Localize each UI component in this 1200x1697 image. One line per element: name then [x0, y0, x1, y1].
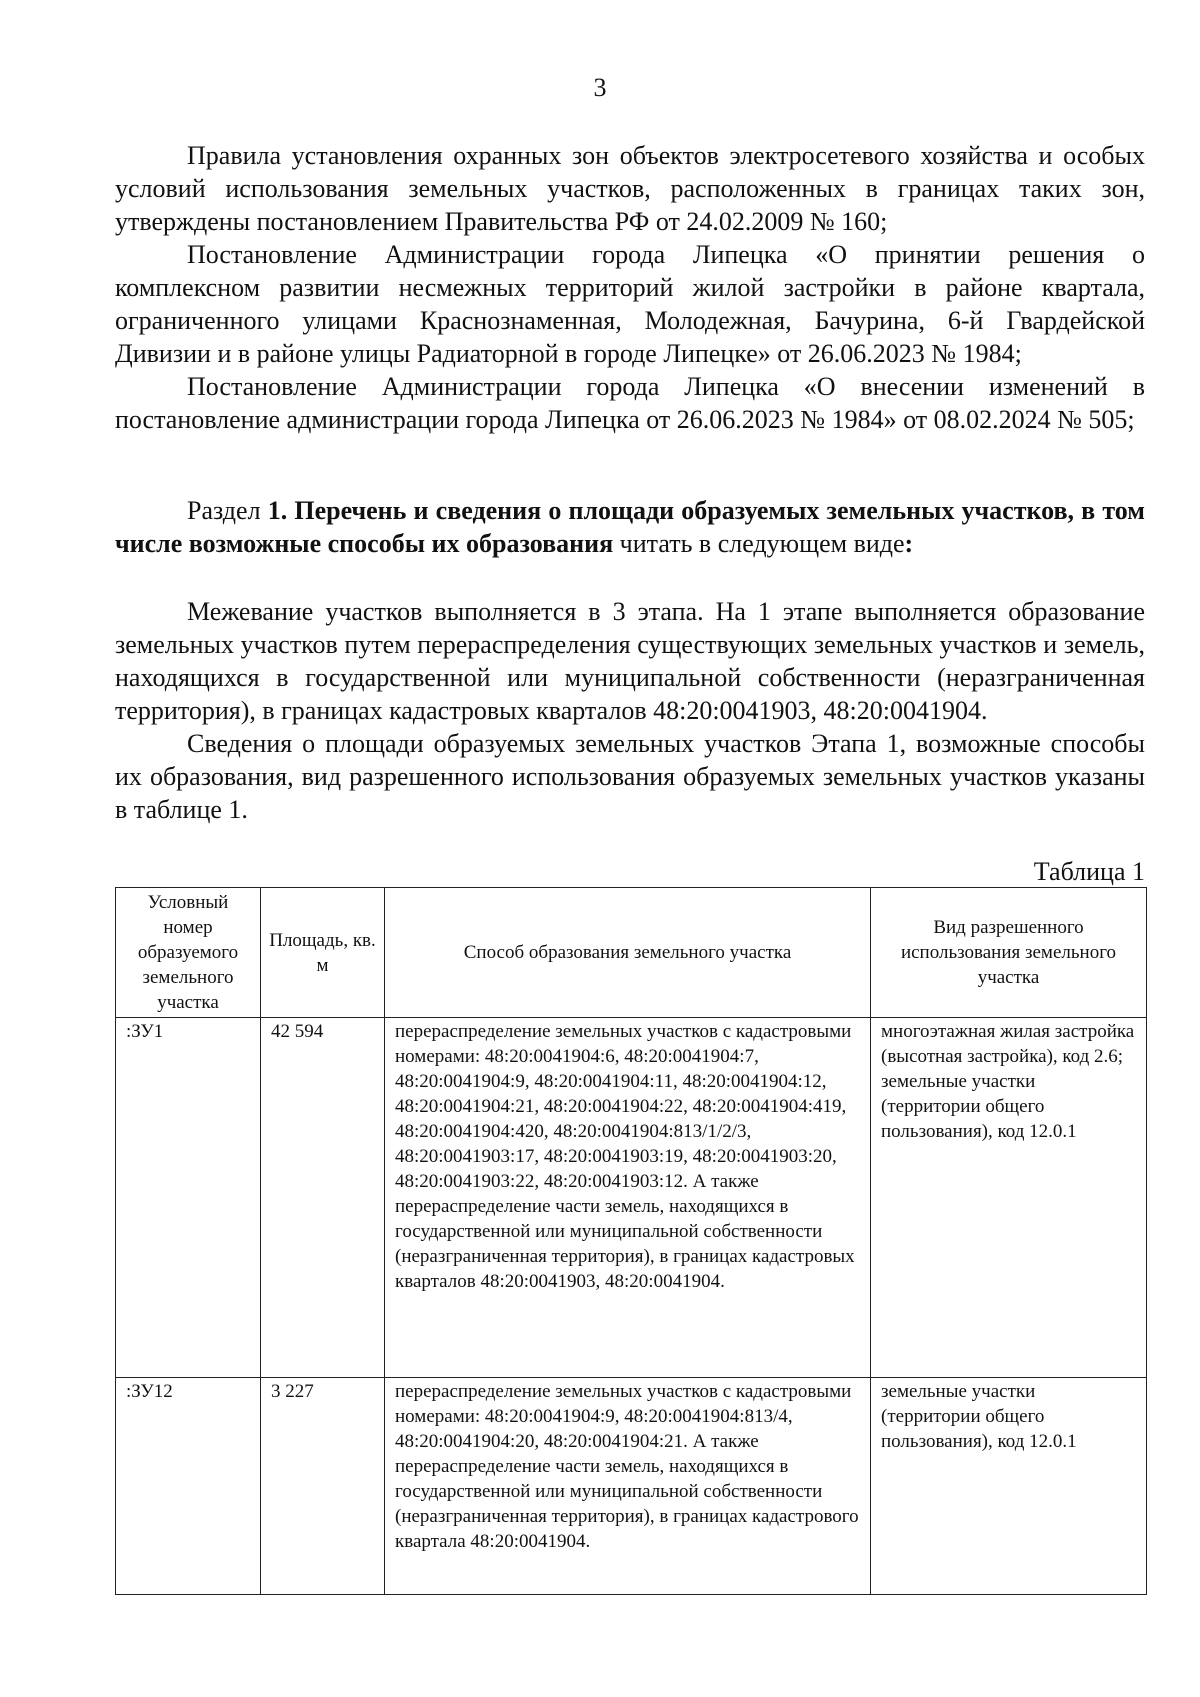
land-plots-table	[115, 887, 1147, 1595]
table-caption: Таблица 1	[1033, 857, 1145, 886]
paragraph-resolution-2024: Постановление Администрации города Липецка «О внесении изменений в постановление администрации города Липецка от 26.06.2023 № 1984» от 08.02.2024 № 505;	[115, 372, 1145, 434]
paragraph-table-intro: Сведения о площади образуемых земельных участков Этапа 1, возможные способы их образования, вид разрешенного использования образуемых земельных участков указаны в таблице 1.	[115, 729, 1145, 824]
cell-plot-number: :ЗУ1	[116, 1018, 261, 1378]
table-row	[116, 1378, 1147, 1595]
table-row	[116, 1018, 1147, 1378]
section-colon: :	[904, 529, 914, 558]
header-formation-method: Способ образования земельного участка	[385, 888, 871, 1018]
section-prefix: Раздел	[187, 496, 268, 525]
section-title: 1. Перечень и сведения о площади образуемых земельных участков, в том числе возможные способы их образования	[115, 496, 1146, 558]
section-heading-text	[115, 494, 1145, 560]
cell-formation-method: перераспределение земельных участков с кадастровыми номерами: 48:20:0041904:6, 48:20:0041904:7, 48:20:0041904:9, 48:20:0041904:11, 48:20:0041904:12, 48:20:0041904:21, 48:20:0041904:22, 48:20:0041904:419, 48:20:0041904:420, 48:20:0041904:813/1/2/3, 48:20:0041903:17, 48:20:0041903:19, 48:20:0041903:20, 48:20:0041903:22, 48:20:0041903:12. А также перераспределение части земель, находящихся в государственной или муниципальной собственности (неразграниченная территория), в границах кадастровых кварталов 48:20:0041903, 48:20:0041904.	[385, 1018, 871, 1378]
paragraph-rules: Правила установления охранных зон объектов электросетевого хозяйства и особых условий использования земельных участков, расположенных в границах таких зон, утверждены постановлением Правительства РФ от 24.02.2009 № 160;	[115, 141, 1145, 236]
cell-permitted-use: земельные участки (территории общего пользования), код 12.0.1	[871, 1378, 1147, 1595]
header-plot-number: Условный номер образуемого земельного участка	[116, 888, 261, 1018]
cell-plot-number: :ЗУ12	[116, 1378, 261, 1595]
section-heading	[115, 494, 1145, 560]
page-number: 3	[593, 73, 607, 102]
header-permitted-use: Вид разрешенного использования земельного участка	[871, 888, 1147, 1018]
cell-area: 3 227	[261, 1378, 385, 1595]
cell-formation-method: перераспределение земельных участков с кадастровыми номерами: 48:20:0041904:9, 48:20:0041904:813/4, 48:20:0041904:20, 48:20:0041904:21. А также перераспределение части земель, находящихся в государственной или муниципальной собственности (неразграниченная территория), в границах кадастрового квартала 48:20:0041904.	[385, 1378, 871, 1595]
intro-paragraphs	[115, 139, 1145, 436]
cell-permitted-use: многоэтажная жилая застройка (высотная застройка), код 2.6; земельные участки (территории общего пользования), код 12.0.1	[871, 1018, 1147, 1378]
paragraph-surveying: Межевание участков выполняется в 3 этапа. На 1 этапе выполняется образование земельных участков путем перераспределения существующих земельных участков и земель, находящихся в государственной или муниципальной собственности (неразграниченная территория), в границах кадастровых кварталов 48:20:0041903, 48:20:0041904.	[115, 597, 1145, 725]
cell-area: 42 594	[261, 1018, 385, 1378]
paragraph-resolution-2023: Постановление Администрации города Липецка «О принятии решения о комплексном развитии несмежных территорий жилой застройки в районе квартала, ограниченного улицами Краснознаменная, Молодежная, Бачурина, 6-й Гвардейской Дивизии и в районе улицы Радиаторной в городе Липецке» от 26.06.2023 № 1984;	[115, 240, 1145, 368]
header-area: Площадь, кв. м	[261, 888, 385, 1018]
table-header-row	[116, 888, 1147, 1018]
body-paragraphs	[115, 595, 1145, 826]
section-suffix: читать в следующем виде	[613, 529, 905, 558]
